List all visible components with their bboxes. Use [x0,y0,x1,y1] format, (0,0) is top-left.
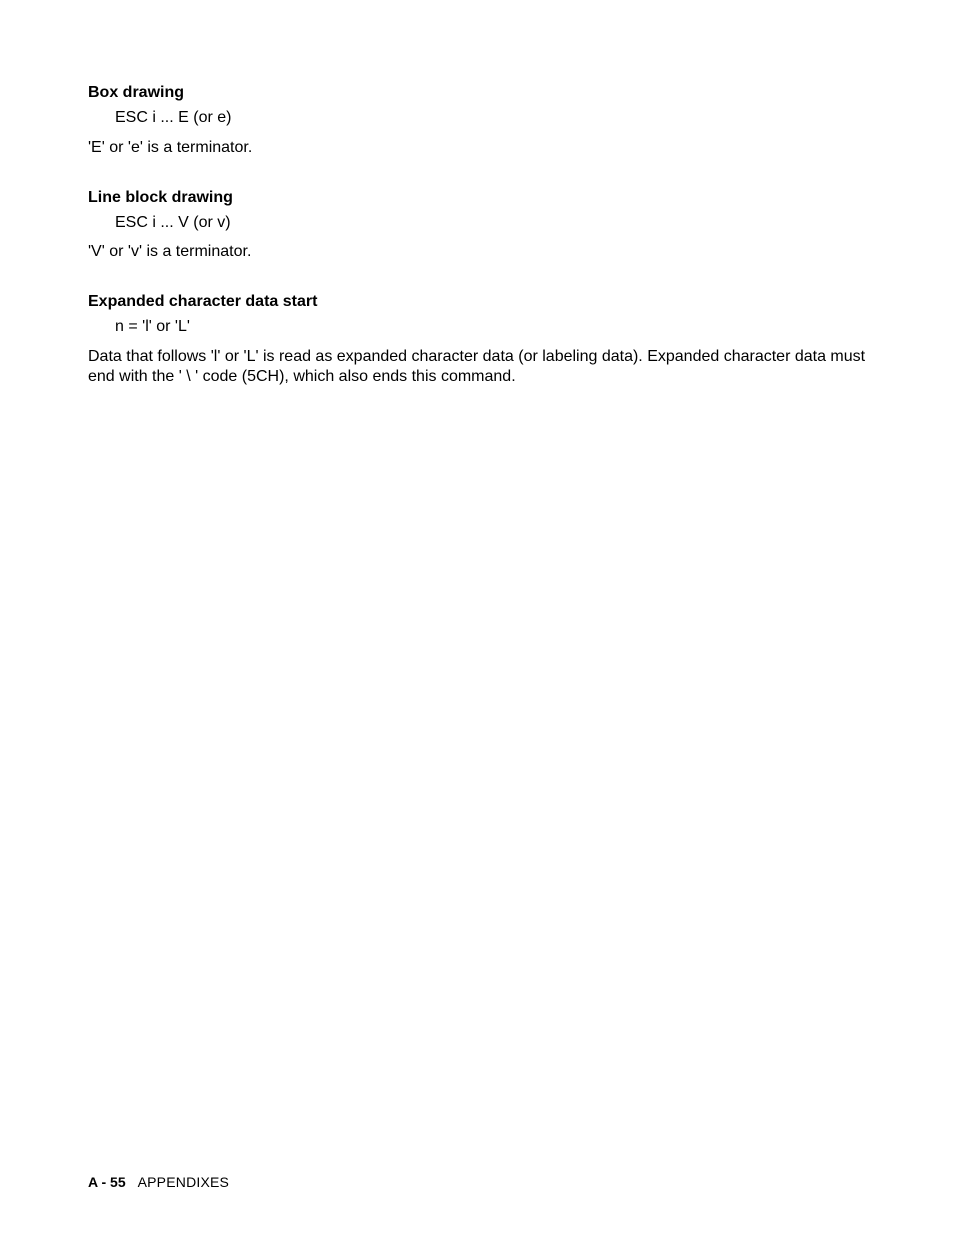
command-syntax-box-drawing: ESC i ... E (or e) [115,109,232,126]
document-page [88,0,878,1235]
description-expanded-character-data: Data that follows 'l' or 'L' is read as expanded character data (or labeling data). Expanded character data must end with the ' \ ' code (5CH), which also ends this command. [88,348,866,385]
description-line-block-drawing: 'V' or 'v' is a terminator. [88,243,252,260]
section-heading-line-block-drawing: Line block drawing [88,189,233,206]
section-heading-expanded-character-data: Expanded character data start [88,293,318,310]
page-footer [88,1173,229,1191]
page-number: A - 55 [88,1174,126,1190]
footer-section-title: APPENDIXES [137,1174,230,1190]
command-syntax-line-block-drawing: ESC i ... V (or v) [115,214,231,231]
section-heading-box-drawing: Box drawing [88,84,185,101]
description-box-drawing: 'E' or 'e' is a terminator. [88,139,253,156]
command-syntax-expanded-character-data: n = 'l' or 'L' [115,318,190,335]
